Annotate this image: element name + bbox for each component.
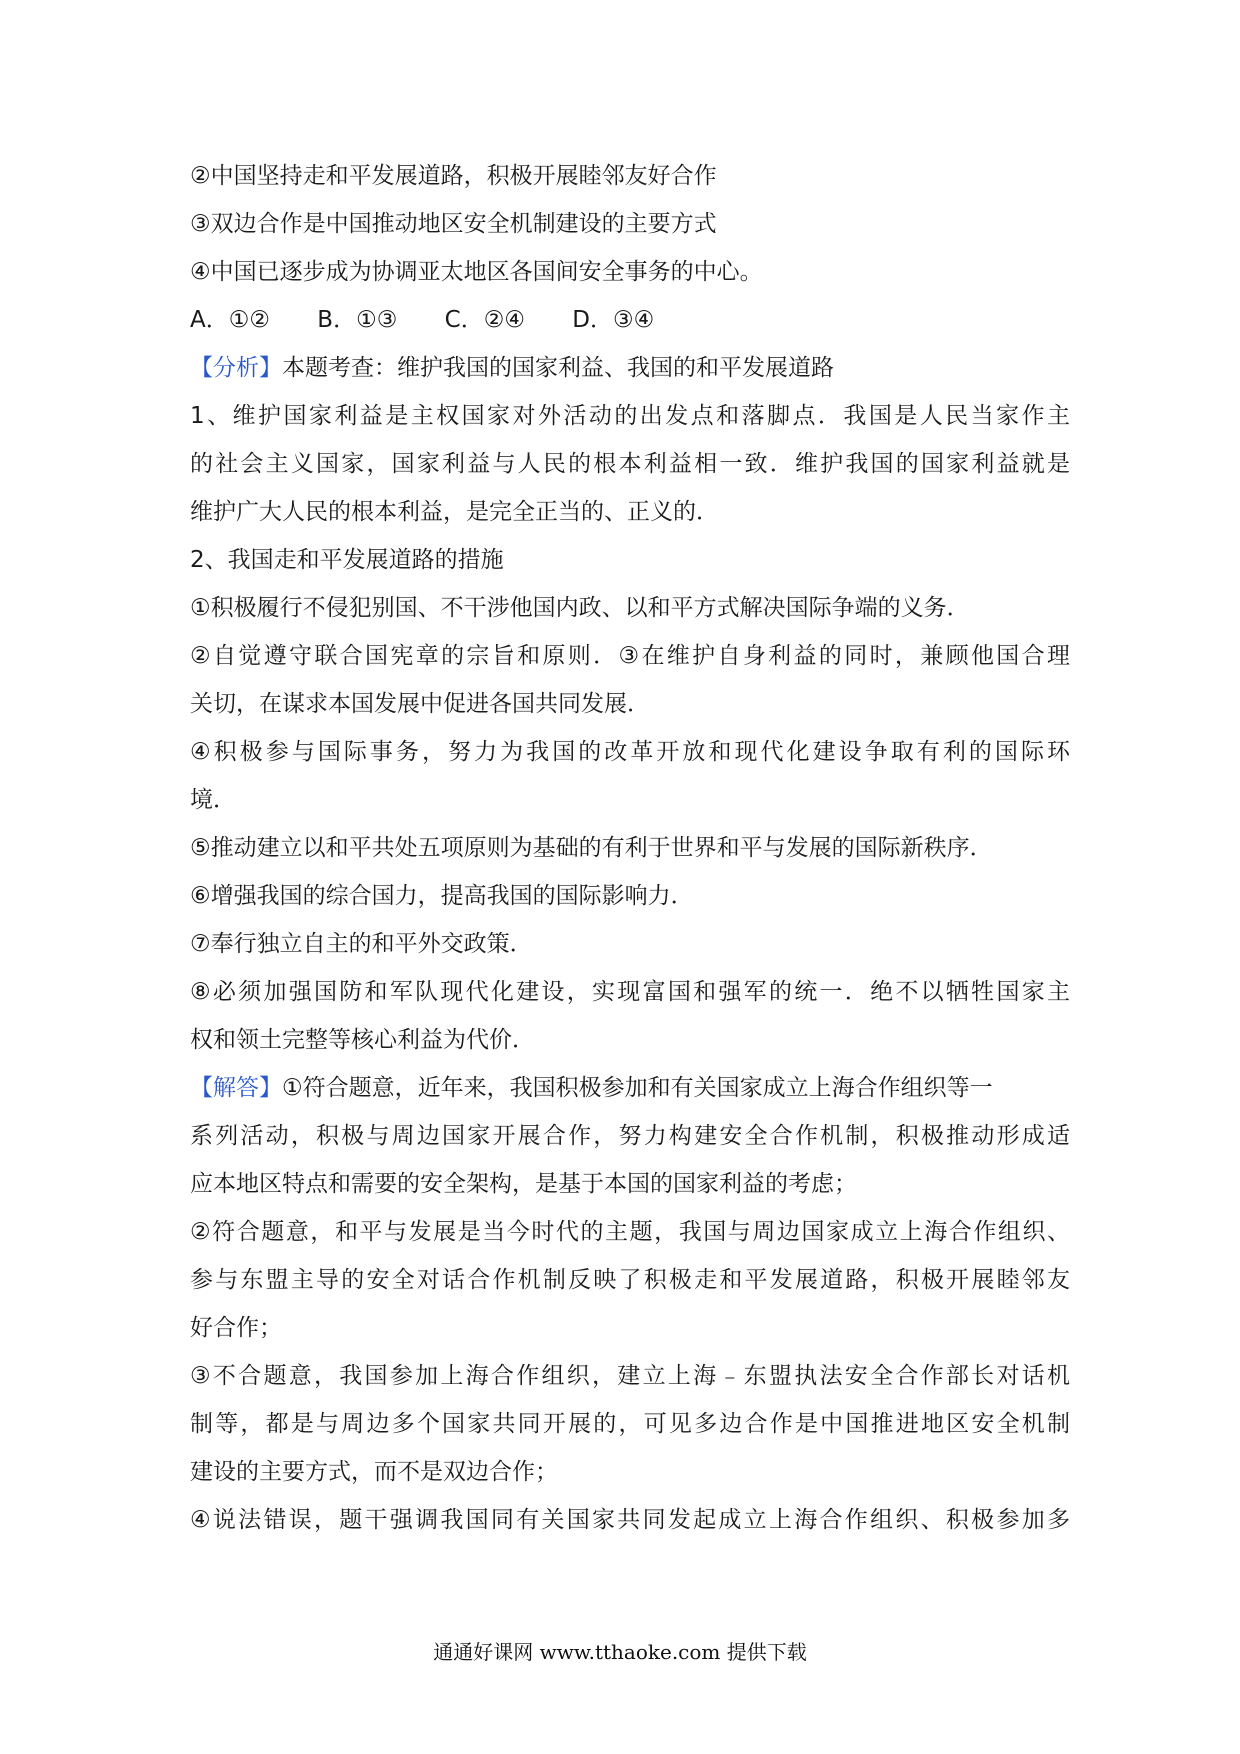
option-b: B．①③	[317, 307, 398, 333]
choice-line: ④中国已逐步成为协调亚太地区各国间安全事务的中心。	[190, 259, 763, 285]
answer-line: ④说法错误，题干强调我国同有关国家共同发起成立上海合作组织、积极参加多	[190, 1507, 1070, 1533]
choice-line: ③双边合作是中国推动地区安全机制建设的主要方式	[190, 211, 717, 237]
answer-options	[190, 296, 1070, 344]
answer-heading	[190, 1064, 1070, 1112]
analysis-line: 权和领土完整等核心利益为代价．	[190, 1027, 535, 1053]
answer-line: 系列活动，积极与周边国家开展合作，努力构建安全合作机制，积极推动形成适	[190, 1123, 1070, 1149]
analysis-line: 关切，在谋求本国发展中促进各国共同发展．	[190, 691, 650, 717]
analysis-line: ①积极履行不侵犯别国、不干涉他国内政、以和平方式解决国际争端的义务．	[190, 595, 970, 621]
analysis-lead: 本题考查：维护我国的国家利益、我国的和平发展道路	[282, 355, 834, 381]
analysis-line: 维护广大人民的根本利益，是完全正当的、正义的．	[190, 499, 719, 525]
analysis-line: 的社会主义国家，国家利益与人民的根本利益相一致．维护我国的国家利益就是	[190, 451, 1070, 477]
analysis-line: ⑤推动建立以和平共处五项原则为基础的有利于世界和平与发展的国际新秩序．	[190, 835, 993, 861]
option-a: A．①②	[190, 307, 270, 333]
option-d: D．③④	[572, 307, 655, 333]
analysis-tag: 【分析】	[190, 355, 282, 381]
choice-line: ②中国坚持走和平发展道路，积极开展睦邻友好合作	[190, 163, 717, 189]
answer-line: 应本地区特点和需要的安全架构，是基于本国的国家利益的考虑；	[190, 1171, 857, 1197]
analysis-line: 1、维护国家利益是主权国家对外活动的出发点和落脚点．我国是人民当家作主	[190, 403, 1070, 429]
answer-line: 参与东盟主导的安全对话合作机制反映了积极走和平发展道路，积极开展睦邻友	[190, 1267, 1070, 1293]
answer-line: ②符合题意，和平与发展是当今时代的主题，我国与周边国家成立上海合作组织、	[190, 1219, 1070, 1245]
analysis-line: ⑦奉行独立自主的和平外交政策．	[190, 931, 533, 957]
analysis-line: ⑧必须加强国防和军队现代化建设，实现富国和强军的统一．绝不以牺牲国家主	[190, 979, 1070, 1005]
answer-tag: 【解答】	[190, 1075, 282, 1101]
analysis-heading	[190, 344, 1070, 392]
answer-lead: ①符合题意，近年来，我国积极参加和有关国家成立上海合作组织等一	[282, 1075, 993, 1101]
page-footer: 通通好课网 www.tthaoke.com 提供下载	[433, 1640, 807, 1664]
answer-line: 建设的主要方式，而不是双边合作；	[190, 1459, 558, 1485]
answer-line: ③不合题意，我国参加上海合作组织，建立上海﹣东盟执法安全合作部长对话机	[190, 1363, 1070, 1389]
option-c: C．②④	[444, 307, 525, 333]
answer-line: 好合作；	[190, 1315, 282, 1341]
analysis-line: ②自觉遵守联合国宪章的宗旨和原则．③在维护自身利益的同时，兼顾他国合理	[190, 643, 1070, 669]
document-body	[190, 152, 1070, 1544]
analysis-line: ⑥增强我国的综合国力，提高我国的国际影响力．	[190, 883, 694, 909]
analysis-line: 2、我国走和平发展道路的措施	[190, 547, 504, 573]
analysis-line: 境．	[190, 787, 236, 813]
analysis-line: ④积极参与国际事务，努力为我国的改革开放和现代化建设争取有利的国际环	[190, 739, 1070, 765]
answer-line: 制等，都是与周边多个国家共同开展的，可见多边合作是中国推进地区安全机制	[190, 1411, 1070, 1437]
